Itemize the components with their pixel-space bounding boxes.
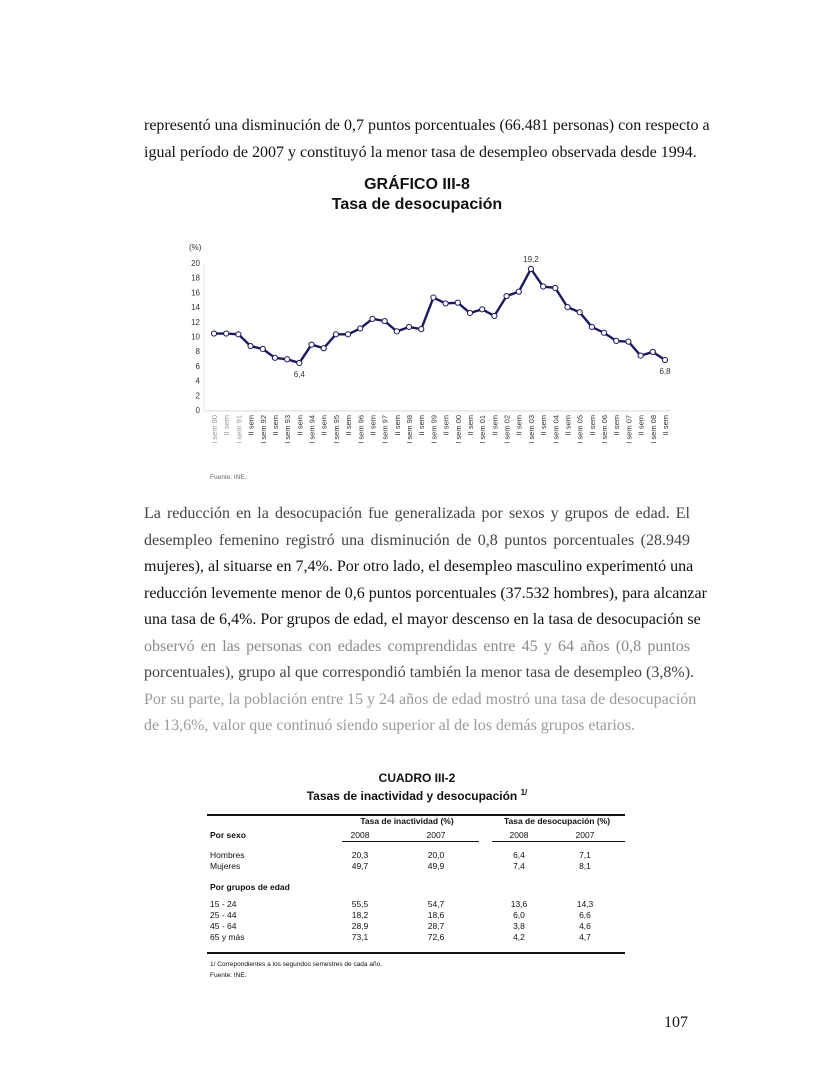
- x-axis-labels: [210, 415, 670, 444]
- series-segment: [531, 269, 543, 287]
- cell-value: 6,0: [513, 910, 525, 920]
- data-point: [492, 313, 497, 318]
- data-point: [345, 332, 350, 337]
- x-tick-label: II sem: [344, 415, 354, 436]
- data-point: [406, 324, 411, 329]
- data-point: [370, 316, 375, 321]
- page-number: 107: [664, 1014, 688, 1031]
- data-point: [516, 289, 521, 294]
- cell-value: 28,9: [351, 921, 369, 931]
- x-tick-label: I sem 08: [648, 415, 658, 444]
- cell-value: 20,0: [427, 850, 445, 860]
- cell-value: 6,4: [513, 850, 525, 860]
- data-point: [260, 346, 265, 351]
- group-header-desocupacion: Tasa de desocupación (%): [503, 816, 611, 826]
- section-label: Por grupos de edad: [210, 882, 290, 892]
- paragraph-line: mujeres), al situarse en 7,4%. Por otro lado, el desempleo masculino experimentó una: [144, 558, 694, 575]
- paragraph-line: reducción levemente menor de 0,6 puntos porcentuales (37.532 hombres), para alcanzar: [144, 584, 707, 602]
- data-point: [662, 357, 667, 362]
- data-point: [285, 357, 290, 362]
- x-tick-label: II sem: [465, 415, 475, 436]
- x-tick-label: II sem: [490, 415, 500, 436]
- data-point: [224, 331, 229, 336]
- cell-value: 7,4: [513, 861, 525, 871]
- y-tick-label: 4: [195, 376, 200, 386]
- data-point: [480, 307, 485, 312]
- data-point: [309, 342, 314, 347]
- data-point: [626, 339, 631, 344]
- paragraph-main: [144, 501, 707, 740]
- x-tick-label: II sem: [246, 415, 256, 436]
- x-tick-label: II sem: [295, 415, 305, 436]
- x-tick-label: I sem 95: [331, 415, 341, 444]
- table-title: [0, 788, 834, 803]
- data-point: [419, 327, 424, 332]
- data-point: [443, 301, 448, 306]
- data-point: [553, 285, 558, 290]
- table-number: CUADRO III-2: [378, 771, 456, 785]
- x-tick-label: I sem 92: [258, 415, 268, 444]
- y-tick-label: 12: [191, 317, 200, 327]
- x-tick-label: II sem: [563, 415, 573, 436]
- x-tick-label: II sem: [661, 415, 670, 436]
- y-tick-label: 8: [195, 347, 200, 357]
- data-point: [541, 284, 546, 289]
- figure-number: GRÁFICO III-8: [364, 176, 470, 193]
- row-label: Mujeres: [210, 861, 241, 871]
- data-point: [577, 310, 582, 315]
- x-tick-label: II sem: [270, 415, 280, 436]
- x-tick-label: I sem 94: [307, 415, 317, 444]
- paragraph-line: representó una disminución de 0,7 puntos porcentuales (66.481 personas) con respecto a: [144, 117, 710, 134]
- cell-value: 6,6: [579, 910, 591, 920]
- y-tick-label: 16: [191, 288, 200, 298]
- cell-value: 4,6: [579, 921, 591, 931]
- year-header: 2008: [509, 830, 529, 840]
- y-tick-label: 0: [195, 406, 200, 415]
- x-tick-label: I sem 01: [478, 415, 488, 444]
- year-header: 2007: [426, 830, 446, 840]
- paragraph-line: La reducción en la desocupación fue generalizada por sexos y grupos de edad. El: [144, 505, 690, 522]
- cell-value: 7,1: [579, 850, 591, 860]
- data-label: 19,2: [523, 254, 539, 264]
- section-label: Por sexo: [210, 830, 246, 840]
- data-point: [528, 266, 533, 271]
- row-label: 25 - 44: [210, 910, 237, 920]
- data-point: [614, 338, 619, 343]
- cell-value: 49,9: [427, 861, 445, 871]
- cell-value: 3,8: [513, 921, 525, 931]
- cell-value: 20,3: [351, 850, 369, 860]
- year-header: 2008: [350, 830, 370, 840]
- data-label: 6,4: [293, 369, 305, 379]
- x-tick-label: I sem 98: [405, 415, 415, 444]
- row-label: 45 - 64: [210, 921, 237, 931]
- cell-value: 13,6: [510, 899, 528, 909]
- x-tick-label: II sem: [392, 415, 402, 436]
- data-point: [467, 310, 472, 315]
- x-tick-label: II sem: [368, 415, 378, 436]
- y-tick-label: 6: [195, 361, 200, 371]
- data-labels: [294, 255, 671, 379]
- cell-value: 14,3: [576, 899, 594, 909]
- x-tick-label: I sem 02: [502, 415, 512, 444]
- data-point: [248, 343, 253, 348]
- header-rule-desocupacion: [492, 841, 625, 842]
- table-source: Fuente: INE.: [210, 972, 247, 979]
- x-tick-label: I sem 03: [526, 415, 536, 444]
- y-tick-label: 20: [191, 259, 200, 268]
- x-tick-label: I sem 90: [210, 415, 219, 444]
- y-axis-ticks: [191, 259, 200, 415]
- series-segment: [299, 345, 311, 363]
- x-tick-label: I sem 00: [453, 415, 463, 444]
- group-header-inactividad: Tasa de inactividad (%): [360, 816, 454, 826]
- x-tick-label: I sem 06: [600, 415, 610, 444]
- x-tick-label: II sem: [319, 415, 329, 436]
- series-segment: [421, 298, 433, 330]
- data-point: [297, 360, 302, 365]
- x-tick-label: I sem 99: [429, 415, 439, 444]
- data-point: [589, 324, 594, 329]
- table-bottom-rule: [207, 952, 625, 954]
- data-point: [382, 318, 387, 323]
- data-point: [394, 329, 399, 334]
- data-point: [333, 332, 338, 337]
- x-tick-label: I sem 93: [283, 415, 293, 444]
- cell-value: 4,7: [579, 932, 591, 942]
- x-tick-label: I sem 97: [380, 415, 390, 444]
- paragraph-line: una tasa de 6,4%. Por grupos de edad, el mayor descenso en la tasa de desocupación se: [144, 611, 701, 628]
- x-tick-label: II sem: [441, 415, 451, 436]
- chart-source: Fuente: INE.: [210, 474, 247, 481]
- y-axis-label: (%): [189, 243, 202, 252]
- y-tick-label: 10: [191, 332, 200, 342]
- row-label: 65 y más: [210, 932, 245, 942]
- data-point: [358, 326, 363, 331]
- paragraph-line: igual período de 2007 y constituyó la menor tasa de desempleo observada desde 1994.: [144, 143, 697, 161]
- year-header: 2007: [575, 830, 595, 840]
- x-tick-label: II sem: [612, 415, 622, 436]
- table-title-note: 1/: [520, 788, 528, 797]
- paragraph-line: desempleo femenino registró una disminución de 0,8 puntos porcentuales (28.949: [144, 531, 690, 549]
- data-point: [272, 355, 277, 360]
- x-tick-label: II sem: [514, 415, 524, 436]
- series-segment: [555, 288, 567, 307]
- unemployment-line-chart: [180, 236, 680, 486]
- table-title-text: Tasas de inactividad y desocupación: [306, 789, 518, 803]
- x-tick-label: I sem 91: [234, 415, 244, 444]
- data-point: [638, 353, 643, 358]
- paragraph-line: observó en las personas con edades comprendidas entre 45 y 64 años (0,8 puntos: [144, 637, 690, 655]
- y-tick-label: 2: [195, 391, 200, 401]
- cell-value: 49,7: [351, 861, 369, 871]
- data-point: [236, 332, 241, 337]
- x-tick-label: I sem 05: [575, 415, 585, 444]
- data-points: [211, 266, 667, 365]
- cell-value: 18,2: [351, 910, 369, 920]
- data-point: [565, 305, 570, 310]
- cell-value: 54,7: [427, 899, 445, 909]
- series-segment: [494, 296, 506, 316]
- data-point: [504, 293, 509, 298]
- paragraph-line: de 13,6%, valor que continuó siendo superior al de los demás grupos etarios.: [144, 717, 635, 734]
- cell-value: 55,5: [351, 899, 369, 909]
- row-label: 15 - 24: [210, 899, 237, 909]
- cell-value: 72,6: [427, 932, 445, 942]
- series-line-group: [214, 269, 665, 363]
- cell-value: 8,1: [579, 861, 591, 871]
- y-tick-label: 14: [191, 303, 200, 313]
- data-point: [601, 330, 606, 335]
- data-point: [321, 346, 326, 351]
- x-tick-label: I sem 07: [624, 415, 634, 444]
- series-segment: [519, 269, 531, 292]
- cell-value: 4,2: [513, 932, 525, 942]
- cell-value: 18,6: [427, 910, 445, 920]
- y-tick-label: 18: [191, 273, 200, 283]
- x-tick-label: I sem 96: [356, 415, 366, 444]
- figure-title: Tasa de desocupación: [331, 196, 503, 213]
- row-label: Hombres: [210, 850, 245, 860]
- cell-value: 73,1: [351, 932, 369, 942]
- data-point: [211, 331, 216, 336]
- x-tick-label: II sem: [222, 415, 232, 436]
- data-point: [431, 295, 436, 300]
- data-point: [455, 300, 460, 305]
- paragraph-top: [144, 113, 710, 166]
- x-tick-label: II sem: [539, 415, 549, 436]
- header-rule-inactividad: [342, 841, 479, 842]
- table-footnote: 1/ Correpondientes a los segundos semestres de cada año.: [210, 961, 382, 968]
- paragraph-line: Por su parte, la población entre 15 y 24 años de edad mostró una tasa de desocupación: [144, 690, 697, 708]
- paragraph-line: porcentuales), grupo al que correspondió también la menor tasa de desempleo (3,8%).: [144, 664, 695, 681]
- cell-value: 28,7: [427, 921, 445, 931]
- x-tick-label: II sem: [417, 415, 427, 436]
- data-point: [650, 349, 655, 354]
- data-label: 6,8: [659, 367, 671, 377]
- x-tick-label: II sem: [587, 415, 597, 436]
- x-tick-label: I sem 04: [551, 415, 561, 444]
- x-tick-label: II sem: [636, 415, 646, 436]
